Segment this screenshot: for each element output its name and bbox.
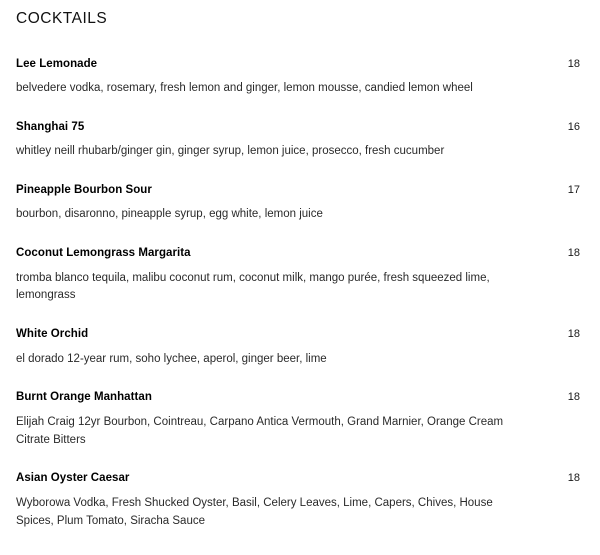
menu-item-price: 18 bbox=[567, 247, 580, 260]
menu-item-5 bbox=[16, 390, 580, 449]
menu-item-6 bbox=[16, 471, 580, 530]
menu-item-name: Shanghai 75 bbox=[16, 120, 85, 133]
menu-item-header bbox=[16, 246, 580, 260]
menu-item-description: Elijah Craig 12yr Bourbon, Cointreau, Carpano Antica Vermouth, Grand Marnier, Orange Cream Citrate Bitters bbox=[16, 415, 504, 446]
menu-item-description: tromba blanco tequila, malibu coconut rum, coconut milk, mango purée, fresh squeezed lime, lemongrass bbox=[16, 271, 490, 302]
menu-item-name: Asian Oyster Caesar bbox=[16, 472, 130, 485]
menu-item-name: Burnt Orange Manhattan bbox=[16, 391, 152, 404]
page-title: COCKTAILS bbox=[16, 10, 108, 27]
menu-item-price: 18 bbox=[567, 57, 580, 70]
menu-item-name: Lee Lemonade bbox=[16, 57, 98, 70]
menu-item-description: Wyborowa Vodka, Fresh Shucked Oyster, Basil, Celery Leaves, Lime, Capers, Chives, House Spices, Plum Tomato, Siracha Sauce bbox=[16, 496, 493, 527]
menu-item-3 bbox=[16, 246, 580, 305]
menu-item-header bbox=[16, 183, 580, 197]
menu-item-name: Coconut Lemongrass Margarita bbox=[16, 247, 191, 260]
menu-item-description: el dorado 12-year rum, soho lychee, aperol, ginger beer, lime bbox=[16, 352, 327, 365]
menu-item-name: Pineapple Bourbon Sour bbox=[16, 183, 152, 196]
menu-item-price: 16 bbox=[567, 120, 580, 133]
menu-item-header bbox=[16, 120, 580, 134]
menu-item-price: 18 bbox=[567, 391, 580, 404]
menu-item-list bbox=[16, 57, 580, 531]
menu-item-header bbox=[16, 471, 580, 485]
menu-item-2 bbox=[16, 183, 580, 224]
menu-item-description: whitley neill rhubarb/ginger gin, ginger syrup, lemon juice, prosecco, fresh cucumber bbox=[16, 145, 445, 158]
menu-item-price: 18 bbox=[567, 472, 580, 485]
menu-item-4 bbox=[16, 327, 580, 368]
menu-item-description: bourbon, disaronno, pineapple syrup, egg white, lemon juice bbox=[16, 208, 323, 221]
menu-item-name: White Orchid bbox=[16, 328, 89, 341]
menu-item-header bbox=[16, 327, 580, 341]
menu-item-1 bbox=[16, 120, 580, 161]
menu-item-description: belvedere vodka, rosemary, fresh lemon and ginger, lemon mousse, candied lemon wheel bbox=[16, 81, 473, 94]
menu-item-price: 17 bbox=[567, 183, 580, 196]
menu-item-0 bbox=[16, 57, 580, 98]
menu-item-header bbox=[16, 390, 580, 404]
menu-item-header bbox=[16, 57, 580, 71]
menu-item-price: 18 bbox=[567, 328, 580, 341]
